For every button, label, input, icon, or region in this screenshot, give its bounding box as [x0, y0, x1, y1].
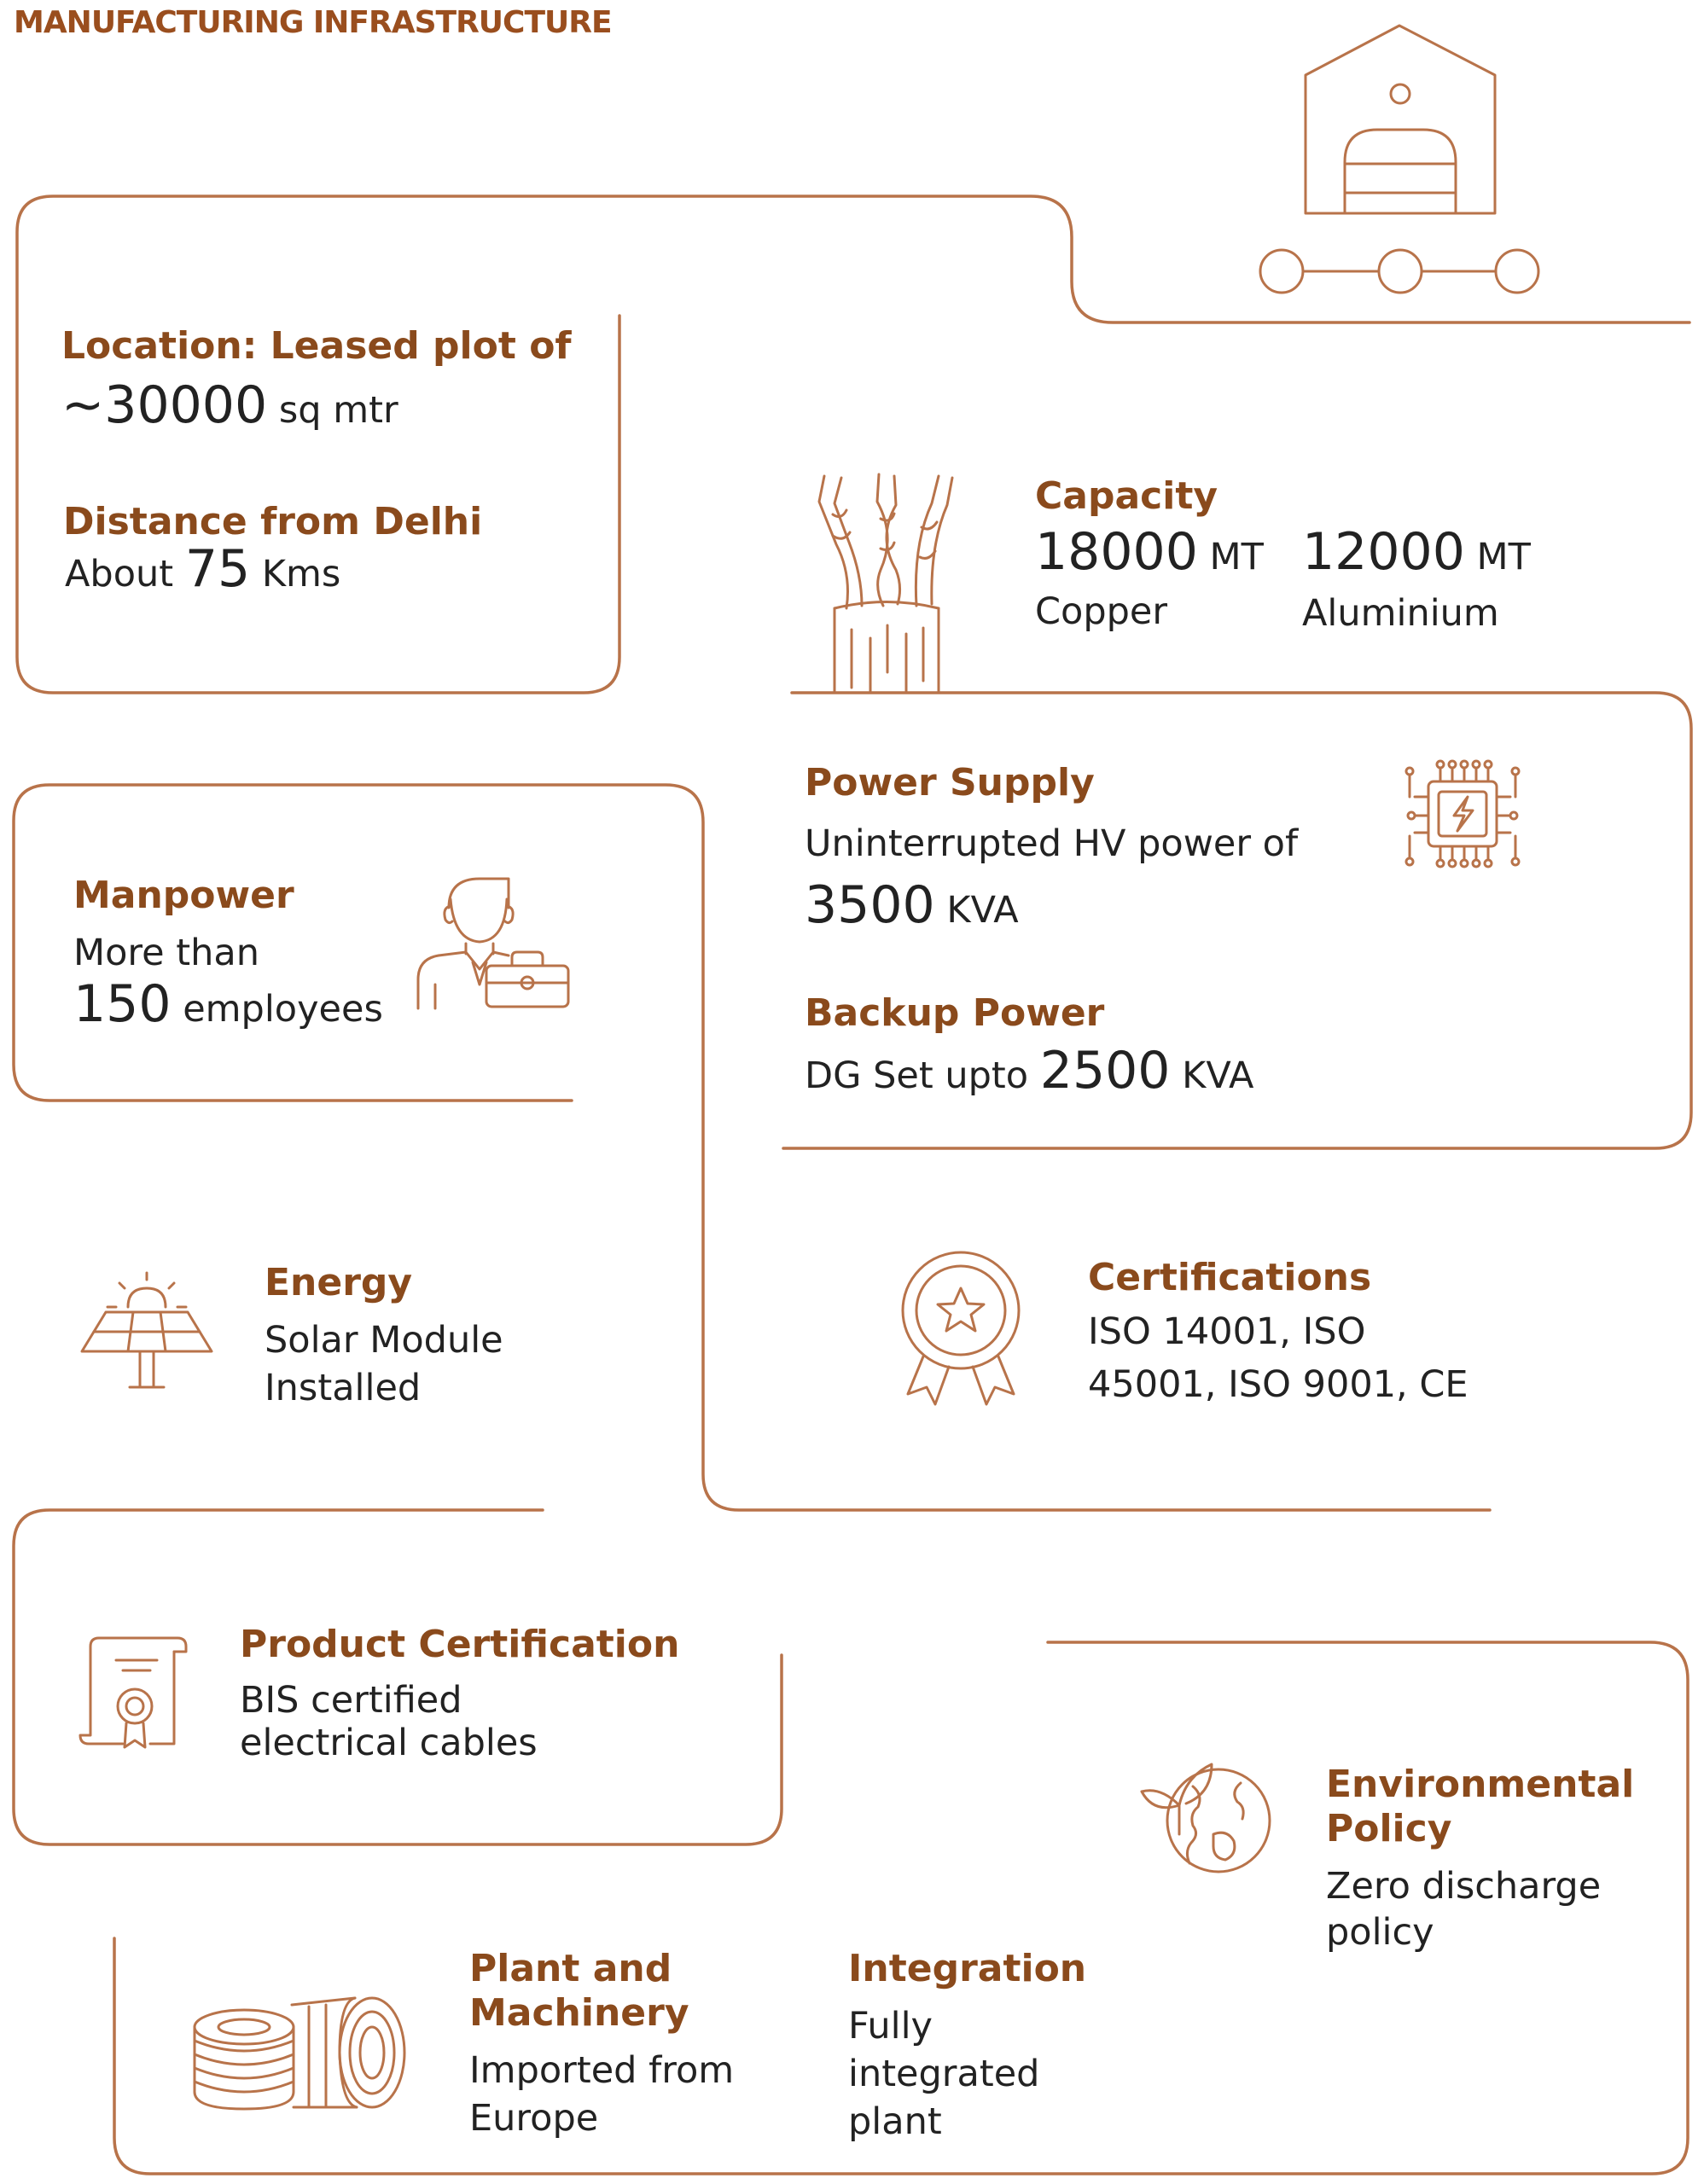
manpower-value: 150 [73, 974, 172, 1034]
distance-heading: Distance from Delhi [63, 500, 483, 543]
integration-line1: Fully [848, 2005, 933, 2048]
plant-heading-line2: Machinery [469, 1991, 689, 2035]
factory-icon [1246, 17, 1553, 299]
distance-value: 75 [184, 539, 251, 599]
power-value: 3500 [805, 875, 935, 935]
distance-unit: Kms [261, 553, 341, 595]
environmental-heading-line1: Environmental [1326, 1763, 1635, 1806]
manpower-value-line [73, 974, 383, 1034]
environmental-line1: Zero discharge [1326, 1865, 1602, 1908]
backup-power-heading: Backup Power [805, 991, 1105, 1035]
energy-line1: Solar Module [265, 1319, 503, 1362]
backup-power-text [805, 1041, 1254, 1101]
manpower-heading: Manpower [73, 874, 294, 917]
environmental-line2: policy [1326, 1911, 1434, 1954]
power-supply-heading: Power Supply [805, 761, 1095, 804]
energy-heading: Energy [265, 1261, 413, 1304]
copper-unit: MT [1209, 536, 1264, 578]
copper-label: Copper [1035, 590, 1168, 633]
employee-icon [413, 874, 572, 1010]
copper-value: 18000 [1035, 522, 1198, 582]
aluminium-capacity [1302, 522, 1531, 582]
certifications-heading: Certifications [1088, 1256, 1372, 1299]
solar-panel-icon [80, 1269, 213, 1392]
power-chip-icon [1399, 758, 1527, 877]
certifications-line2: 45001, ISO 9001, CE [1088, 1363, 1468, 1406]
aluminium-unit: MT [1476, 536, 1531, 578]
certifications-line1: ISO 14001, ISO [1088, 1310, 1366, 1353]
location-area [61, 375, 398, 435]
integration-line3: plant [848, 2100, 942, 2143]
page-title: MANUFACTURING INFRASTRUCTURE [14, 5, 612, 40]
environmental-heading-line2: Policy [1326, 1807, 1452, 1850]
globe-leaf-icon [1138, 1752, 1277, 1877]
plant-line1: Imported from [469, 2049, 735, 2092]
copper-capacity [1035, 522, 1264, 582]
backup-prefix: DG Set upto [805, 1054, 1029, 1097]
integration-line2: integrated [848, 2053, 1040, 2095]
aluminium-label: Aluminium [1302, 592, 1499, 635]
location-area-value: ~30000 [61, 375, 268, 435]
cables-icon [802, 468, 973, 698]
energy-line2: Installed [265, 1367, 422, 1409]
certificate-icon [79, 1635, 189, 1751]
award-badge-icon [899, 1251, 1027, 1408]
distance-text [65, 539, 341, 599]
manpower-line1: More than [73, 932, 259, 974]
manpower-unit: employees [183, 988, 383, 1031]
product-certification-heading: Product Certification [240, 1623, 680, 1666]
product-certification-line2: electrical cables [240, 1722, 538, 1764]
distance-prefix: About [65, 553, 174, 595]
backup-value: 2500 [1039, 1041, 1171, 1101]
power-unit: KVA [946, 889, 1019, 932]
location-heading: Location: Leased plot of [61, 324, 572, 368]
capacity-heading: Capacity [1035, 474, 1218, 518]
cable-coil-icon [189, 1989, 410, 2117]
power-supply-value [805, 875, 1019, 935]
integration-heading: Integration [848, 1947, 1087, 1990]
plant-heading-line1: Plant and [469, 1947, 672, 1990]
backup-unit: KVA [1182, 1054, 1254, 1097]
aluminium-value: 12000 [1302, 522, 1465, 582]
power-supply-text: Uninterrupted HV power of [805, 822, 1299, 865]
product-certification-line1: BIS certified [240, 1679, 462, 1722]
location-area-unit: sq mtr [278, 389, 398, 432]
plant-line2: Europe [469, 2097, 599, 2140]
